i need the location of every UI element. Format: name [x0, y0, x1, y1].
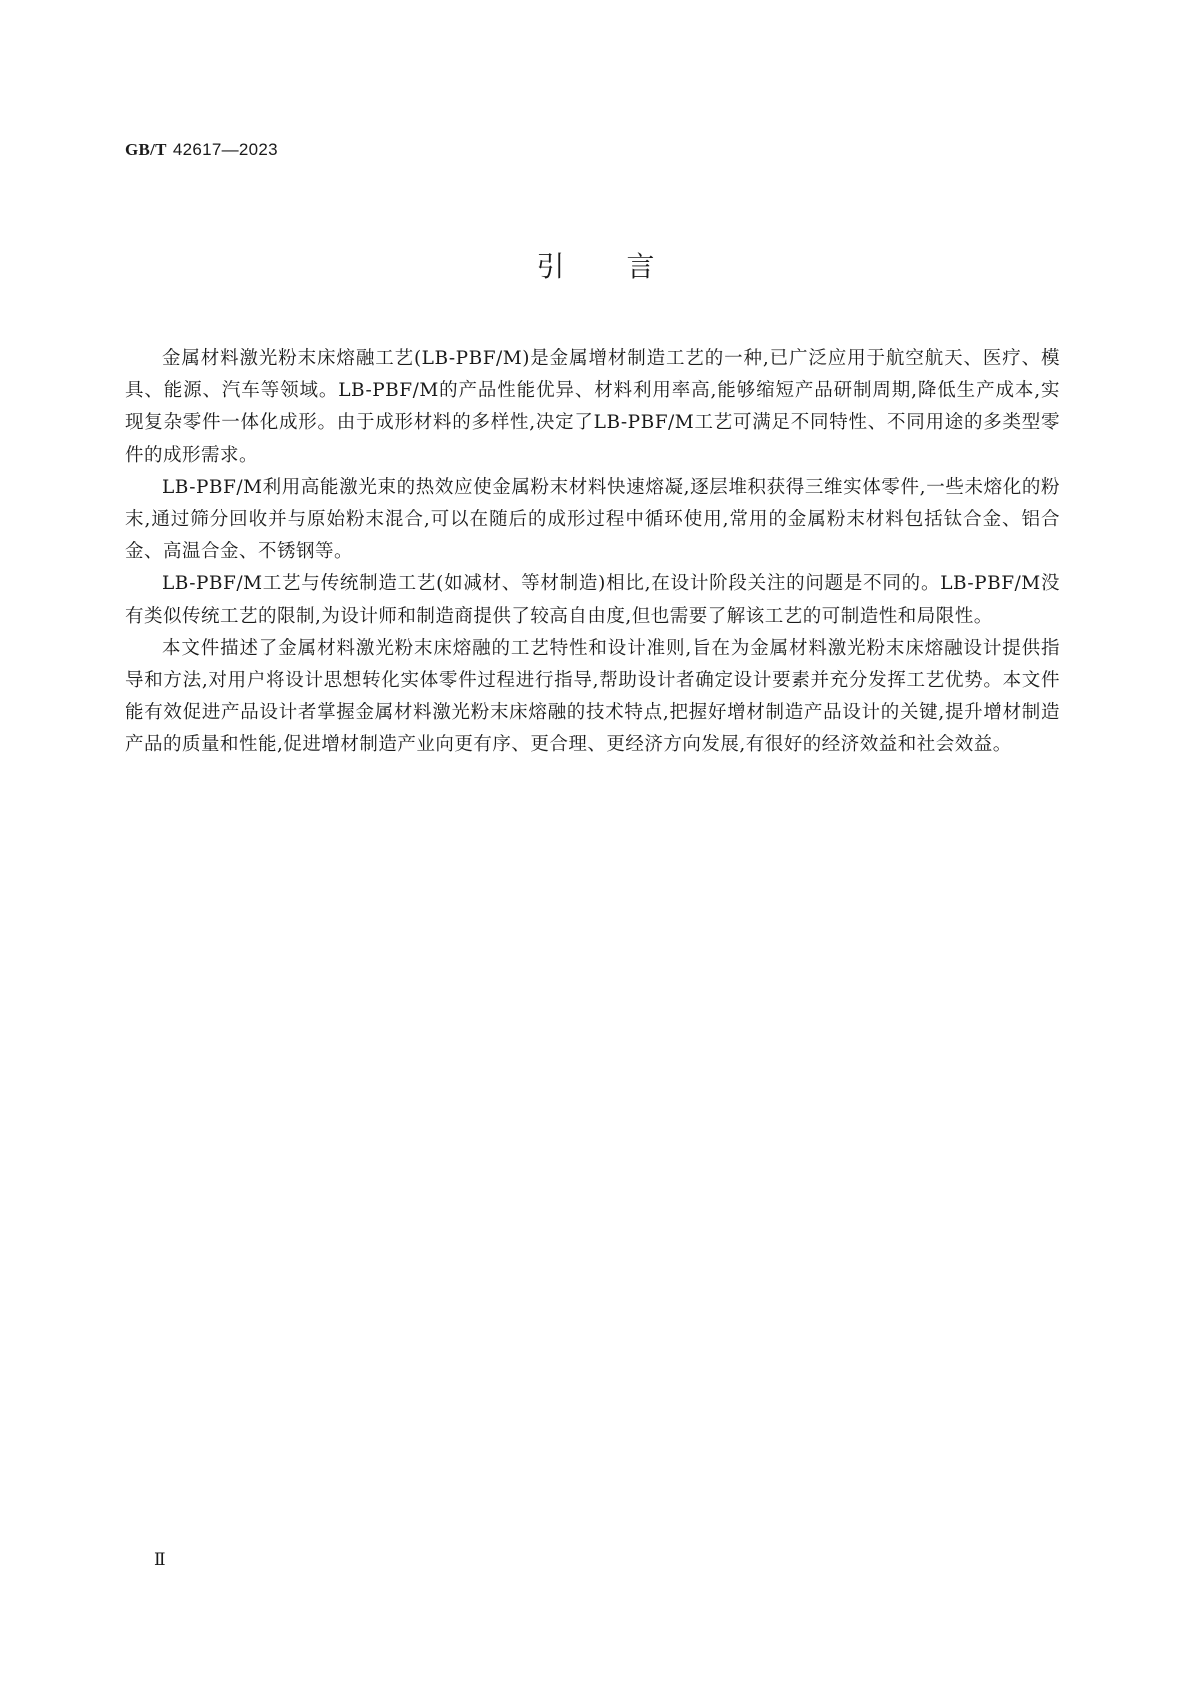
paragraph-2: LB-PBF/M利用高能激光束的热效应使金属粉末材料快速熔凝,逐层堆积获得三维实体零件,一些未熔化的粉末,通过筛分回收并与原始粉末混合,可以在随后的成形过程中循环使用,常用的金属粉末材料包括钛合金、铝合金、高温合金、不锈钢等。	[125, 476, 1060, 563]
paragraph-4: 本文件描述了金属材料激光粉末床熔融的工艺特性和设计准则,旨在为金属材料激光粉末床熔融设计提供指导和方法,对用户将设计思想转化实体零件过程进行指导,帮助设计者确定设计要素并充分发挥工艺优势。本文件能有效促进产品设计者掌握金属材料激光粉末床熔融的技术特点,把握好增材制造产品设计的关键,提升增材制造产品的质量和性能,促进增材制造产业向更有序、更合理、更经济方向发展,有很好的经济效益和社会效益。	[125, 637, 1060, 756]
standard-code	[125, 140, 278, 160]
paragraph-3: LB-PBF/M工艺与传统制造工艺(如减材、等材制造)相比,在设计阶段关注的问题是不同的。LB-PBF/M没有类似传统工艺的限制,为设计师和制造商提供了较高自由度,但也需要了解该工艺的可制造性和局限性。	[125, 573, 1060, 627]
page-title: 引言	[536, 250, 717, 283]
paragraph-1: 金属材料激光粉末床熔融工艺(LB-PBF/M)是金属增材制造工艺的一种,已广泛应用于航空航天、医疗、模具、能源、汽车等领域。LB-PBF/M的产品性能优异、材料利用率高,能够缩短产品研制周期,降低生产成本,实现复杂零件一体化成形。由于成形材料的多样性,决定了LB-PBF/M工艺可满足不同特性、不同用途的多类型零件的成形需求。	[125, 348, 1060, 466]
introduction-body	[125, 343, 1060, 762]
standard-prefix: GB/T	[125, 140, 167, 159]
page-number: Ⅱ	[154, 1550, 166, 1569]
standard-number: 42617—2023	[172, 140, 278, 159]
